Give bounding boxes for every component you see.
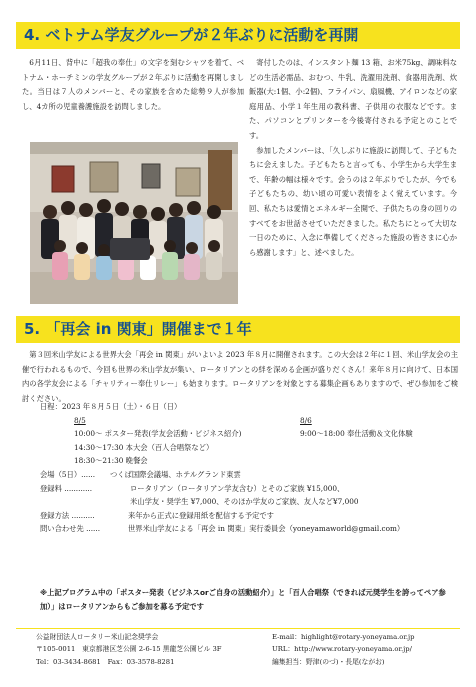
venue-value: つくば国際会議場、ホテルグランド東雲 xyxy=(110,469,241,479)
section-4-right-text xyxy=(249,56,457,260)
venue-row xyxy=(40,468,460,482)
footer-editor: 編集担当：野津(のづ)・長尾(ながお) xyxy=(272,657,385,666)
day2-item: 9:00～18:00 奉仕活動＆文化体験 xyxy=(300,429,413,439)
group-photo xyxy=(30,142,238,304)
section-4-title: 4. ベトナム学友グループが２年ぶりに活動を再開 xyxy=(16,22,460,49)
section-5-intro-paragraph: 第３回米山学友による世界大会「再会 in 関東」がいよいよ 2023 年８月に開催されます。この大会は２年に１回、米山学友会の主催で行われるもので、今回も世界の米山学友が集い、ロータリアンとの絆を深める企画が盛りだくさん！来年８月に向けて、日本国内の各学友会による「チャリティー奉仕リレー」も始まります。ロータリアンを対象とする募集企画もありますので、ぜひ参加をご検討ください。 xyxy=(22,350,458,403)
fee-label: 登録料 ............ xyxy=(40,483,93,493)
footer-org: 公益財団法人ロータリー米山記念奨学会 xyxy=(36,633,159,641)
section-4-left-paragraph: 6月11日、背中に「超我の奉仕」の文字を刻むシャツを着て、ベトナム・ホーチミンの学友グループが２年ぶりに活動を再開しました。当日は７人のメンバーと、その家族を含めた総勢９人が参加し、4カ所の児童養護施設を訪問しました。 xyxy=(22,58,244,111)
method-label: 登録方法 .......... xyxy=(40,510,95,520)
footer-contact-left xyxy=(36,631,222,668)
venue-label: 会場（5日）...... xyxy=(40,469,96,479)
group-photo-image xyxy=(30,142,238,304)
day1-item-1: 10:00～ ポスター発表(学友会活動・ビジネス紹介) xyxy=(74,429,242,439)
footer-contact-right xyxy=(272,631,415,668)
footer-url[interactable]: URL：http://www.rotary-yoneyama.or.jp/ xyxy=(272,645,412,654)
program-note: ※上記プログラム中の「ポスター発表（ビジネスorご自身の活動紹介）」と「百人合唱祭（できれば元奨学生を誇ってペア参加）」はロータリアンからもご参加を募る予定です xyxy=(40,588,446,611)
fee-row-2 xyxy=(40,495,460,509)
schedule-row-1 xyxy=(40,427,460,441)
footer-divider xyxy=(16,628,460,629)
fee-student: 米山学友・奨学生 ¥7,000、そのほか学友のご家族、友人など¥7,000 xyxy=(130,497,359,507)
contact-label: 問い合わせ先 ...... xyxy=(40,524,101,534)
fee-row xyxy=(40,482,460,496)
event-schedule xyxy=(40,400,460,536)
schedule-row-3 xyxy=(40,454,460,468)
section-4-quote-paragraph: 参加したメンバーは、「久しぶりに施設に訪問して、子どもたちに会えました。子どもたちと言っても、小学生から大学生まで、年齢の幅は様々です。会うのは２年ぶりでしたが、今でも子どもたちの、幼い頃の可愛い表情をよく覚えています。今回、私たちは愛情とエネルギー全開で、子供たちの身の回りのすべてをお世話させていただきました。私たちにとって大切な一日のために、入念に準備してくださった施設の皆さまに心から感謝します」と、述べました。 xyxy=(249,145,457,257)
fee-rotarian: ロータリアン（ロータリアン学友含む）とそのご家族 ¥15,000、 xyxy=(130,483,345,493)
section-4-donation-paragraph: 寄付したのは、インスタント麺 13 箱、お米75kg、調味料などの生活必需品、おむつ、牛乳、洗濯用洗剤、食器用洗剤、炊飯器(大:1個、小:2個)、フライパン、扇風機、アイロンなどの家庭用品、小学１年生用の教科書、子供用の衣服などです。また、パソコンとプリンターを今後寄付される予定とのことです。 xyxy=(249,58,458,140)
footer-email[interactable]: E-mail：highlight@rotary-yoneyama.or.jp xyxy=(272,633,415,641)
section-5-title: 5. 「再会 in 関東」開催まで１年 xyxy=(16,316,460,343)
contact-row xyxy=(40,522,460,536)
event-date: 日程：2023 年８月５日（土）・６日（日） xyxy=(40,402,182,411)
contact-value: 世界米山学友による「再会 in 関東」実行委員会（yoneyamaworld@gmail.com） xyxy=(128,524,405,534)
day2-label: 8/6 xyxy=(300,415,312,425)
method-row xyxy=(40,509,460,523)
day-labels xyxy=(40,414,460,428)
method-value: 来年から正式に登録用紙を配信する予定です xyxy=(128,510,274,520)
day1-label: 8/5 xyxy=(74,415,86,425)
footer-phone: Tel：03-3434-8681 Fax：03-3578-8281 xyxy=(36,657,175,666)
day1-item-2: 14:30～17:30 本大会（百人合唱祭など） xyxy=(74,442,214,452)
day1-item-3: 18:30～21:30 晩餐会 xyxy=(74,456,148,466)
schedule-row-2 xyxy=(40,441,460,455)
footer-address: 〒105-0011 東京都港区芝公園 2-6-15 黒龍芝公園ビル 3F xyxy=(36,645,222,654)
